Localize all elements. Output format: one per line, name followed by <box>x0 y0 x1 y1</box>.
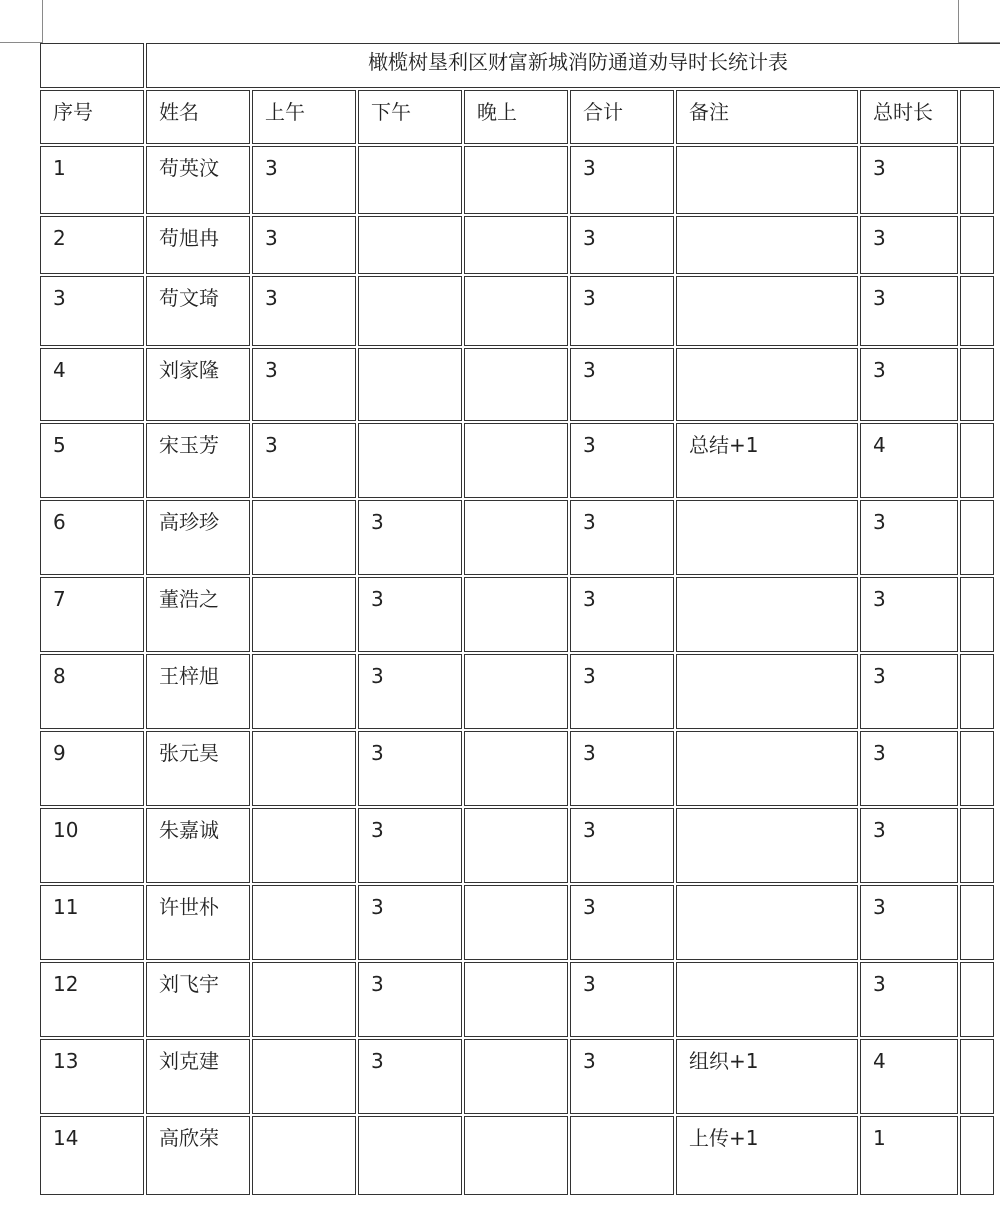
cell-remark <box>676 885 858 960</box>
cell-remark <box>676 962 858 1037</box>
cell-blank <box>960 216 994 274</box>
cell-blank <box>960 500 994 575</box>
cell-morning <box>252 885 356 960</box>
cell-total-hours: 3 <box>860 276 958 346</box>
cell-index: 13 <box>40 1039 144 1114</box>
cell-index: 4 <box>40 348 144 421</box>
cell-subtotal: 3 <box>570 577 674 652</box>
cell-remark <box>676 216 858 274</box>
cell-evening <box>464 348 568 421</box>
cell-blank <box>960 731 994 806</box>
cell-afternoon: 3 <box>358 1039 462 1114</box>
cell-afternoon <box>358 146 462 214</box>
cell-index: 12 <box>40 962 144 1037</box>
header-morning: 上午 <box>252 90 356 144</box>
cell-evening <box>464 962 568 1037</box>
header-subtotal: 合计 <box>570 90 674 144</box>
cell-afternoon <box>358 348 462 421</box>
cell-morning <box>252 962 356 1037</box>
cell-morning <box>252 577 356 652</box>
cell-afternoon: 3 <box>358 885 462 960</box>
cell-blank <box>960 808 994 883</box>
cell-total-hours: 3 <box>860 962 958 1037</box>
page-margin-marker-left-horizontal <box>0 42 42 43</box>
cell-total-hours: 1 <box>860 1116 958 1195</box>
cell-total-hours: 3 <box>860 885 958 960</box>
cell-remark: 组织+1 <box>676 1039 858 1114</box>
cell-name: 王梓旭 <box>146 654 250 729</box>
cell-evening <box>464 808 568 883</box>
cell-total-hours: 4 <box>860 423 958 498</box>
cell-blank <box>960 962 994 1037</box>
cell-afternoon: 3 <box>358 500 462 575</box>
cell-name: 刘家隆 <box>146 348 250 421</box>
cell-morning: 3 <box>252 348 356 421</box>
cell-blank <box>960 146 994 214</box>
cell-remark <box>676 577 858 652</box>
cell-remark <box>676 654 858 729</box>
cell-remark <box>676 348 858 421</box>
cell-remark <box>676 500 858 575</box>
cell-index: 5 <box>40 423 144 498</box>
cell-index: 2 <box>40 216 144 274</box>
cell-total-hours: 3 <box>860 500 958 575</box>
cell-morning <box>252 808 356 883</box>
cell-blank <box>960 1116 994 1195</box>
cell-blank <box>960 423 994 498</box>
cell-total-hours: 3 <box>860 654 958 729</box>
cell-total-hours: 3 <box>860 348 958 421</box>
cell-afternoon <box>358 276 462 346</box>
cell-subtotal: 3 <box>570 962 674 1037</box>
table-title: 橄榄树垦利区财富新城消防通道劝导时长统计表 <box>146 43 1000 88</box>
cell-name: 宋玉芳 <box>146 423 250 498</box>
cell-remark <box>676 146 858 214</box>
cell-name: 苟旭冉 <box>146 216 250 274</box>
cell-morning <box>252 654 356 729</box>
cell-index: 7 <box>40 577 144 652</box>
cell-name: 朱嘉诚 <box>146 808 250 883</box>
cell-index: 14 <box>40 1116 144 1195</box>
cell-name: 董浩之 <box>146 577 250 652</box>
cell-morning <box>252 500 356 575</box>
cell-afternoon <box>358 216 462 274</box>
cell-morning <box>252 731 356 806</box>
header-name: 姓名 <box>146 90 250 144</box>
cell-subtotal: 3 <box>570 885 674 960</box>
cell-subtotal: 3 <box>570 500 674 575</box>
cell-morning: 3 <box>252 216 356 274</box>
cell-remark <box>676 731 858 806</box>
cell-subtotal: 3 <box>570 731 674 806</box>
cell-total-hours: 4 <box>860 1039 958 1114</box>
cell-afternoon <box>358 423 462 498</box>
header-blank <box>960 90 994 144</box>
cell-evening <box>464 885 568 960</box>
cell-evening <box>464 577 568 652</box>
cell-evening <box>464 654 568 729</box>
cell-name: 张元昊 <box>146 731 250 806</box>
cell-morning: 3 <box>252 276 356 346</box>
cell-name: 刘飞宇 <box>146 962 250 1037</box>
header-evening: 晚上 <box>464 90 568 144</box>
header-remark: 备注 <box>676 90 858 144</box>
cell-total-hours: 3 <box>860 808 958 883</box>
cell-index: 6 <box>40 500 144 575</box>
cell-index: 10 <box>40 808 144 883</box>
cell-afternoon: 3 <box>358 654 462 729</box>
cell-total-hours: 3 <box>860 577 958 652</box>
cell-name: 高欣荣 <box>146 1116 250 1195</box>
cell-afternoon: 3 <box>358 962 462 1037</box>
cell-subtotal: 3 <box>570 1039 674 1114</box>
cell-afternoon: 3 <box>358 808 462 883</box>
cell-subtotal: 3 <box>570 348 674 421</box>
cell-blank <box>960 654 994 729</box>
cell-evening <box>464 1039 568 1114</box>
cell-morning <box>252 1039 356 1114</box>
page-margin-marker-right <box>958 0 959 44</box>
cell-blank <box>960 885 994 960</box>
cell-evening <box>464 423 568 498</box>
cell-blank <box>960 348 994 421</box>
cell-name: 刘克建 <box>146 1039 250 1114</box>
title-blank-cell <box>40 43 144 88</box>
cell-total-hours: 3 <box>860 731 958 806</box>
cell-evening <box>464 276 568 346</box>
cell-subtotal: 3 <box>570 808 674 883</box>
cell-remark <box>676 808 858 883</box>
cell-blank <box>960 1039 994 1114</box>
cell-morning: 3 <box>252 423 356 498</box>
cell-blank <box>960 276 994 346</box>
cell-subtotal: 3 <box>570 654 674 729</box>
cell-subtotal: 3 <box>570 423 674 498</box>
statistics-table <box>40 43 994 1195</box>
cell-evening <box>464 216 568 274</box>
cell-evening <box>464 731 568 806</box>
cell-morning <box>252 1116 356 1195</box>
cell-afternoon: 3 <box>358 577 462 652</box>
cell-subtotal: 3 <box>570 146 674 214</box>
cell-evening <box>464 500 568 575</box>
cell-name: 苟英汶 <box>146 146 250 214</box>
header-total-hours: 总时长 <box>860 90 958 144</box>
cell-evening <box>464 146 568 214</box>
cell-name: 苟文琦 <box>146 276 250 346</box>
cell-name: 高珍珍 <box>146 500 250 575</box>
cell-subtotal: 3 <box>570 276 674 346</box>
cell-subtotal: 3 <box>570 216 674 274</box>
cell-index: 3 <box>40 276 144 346</box>
cell-evening <box>464 1116 568 1195</box>
cell-remark: 总结+1 <box>676 423 858 498</box>
cell-remark: 上传+1 <box>676 1116 858 1195</box>
cell-total-hours: 3 <box>860 146 958 214</box>
cell-afternoon <box>358 1116 462 1195</box>
cell-morning: 3 <box>252 146 356 214</box>
cell-index: 9 <box>40 731 144 806</box>
cell-index: 8 <box>40 654 144 729</box>
header-afternoon: 下午 <box>358 90 462 144</box>
header-index: 序号 <box>40 90 144 144</box>
cell-remark <box>676 276 858 346</box>
cell-blank <box>960 577 994 652</box>
page-margin-marker-left <box>42 0 43 44</box>
cell-index: 1 <box>40 146 144 214</box>
cell-afternoon: 3 <box>358 731 462 806</box>
cell-subtotal <box>570 1116 674 1195</box>
cell-name: 许世朴 <box>146 885 250 960</box>
cell-index: 11 <box>40 885 144 960</box>
cell-total-hours: 3 <box>860 216 958 274</box>
